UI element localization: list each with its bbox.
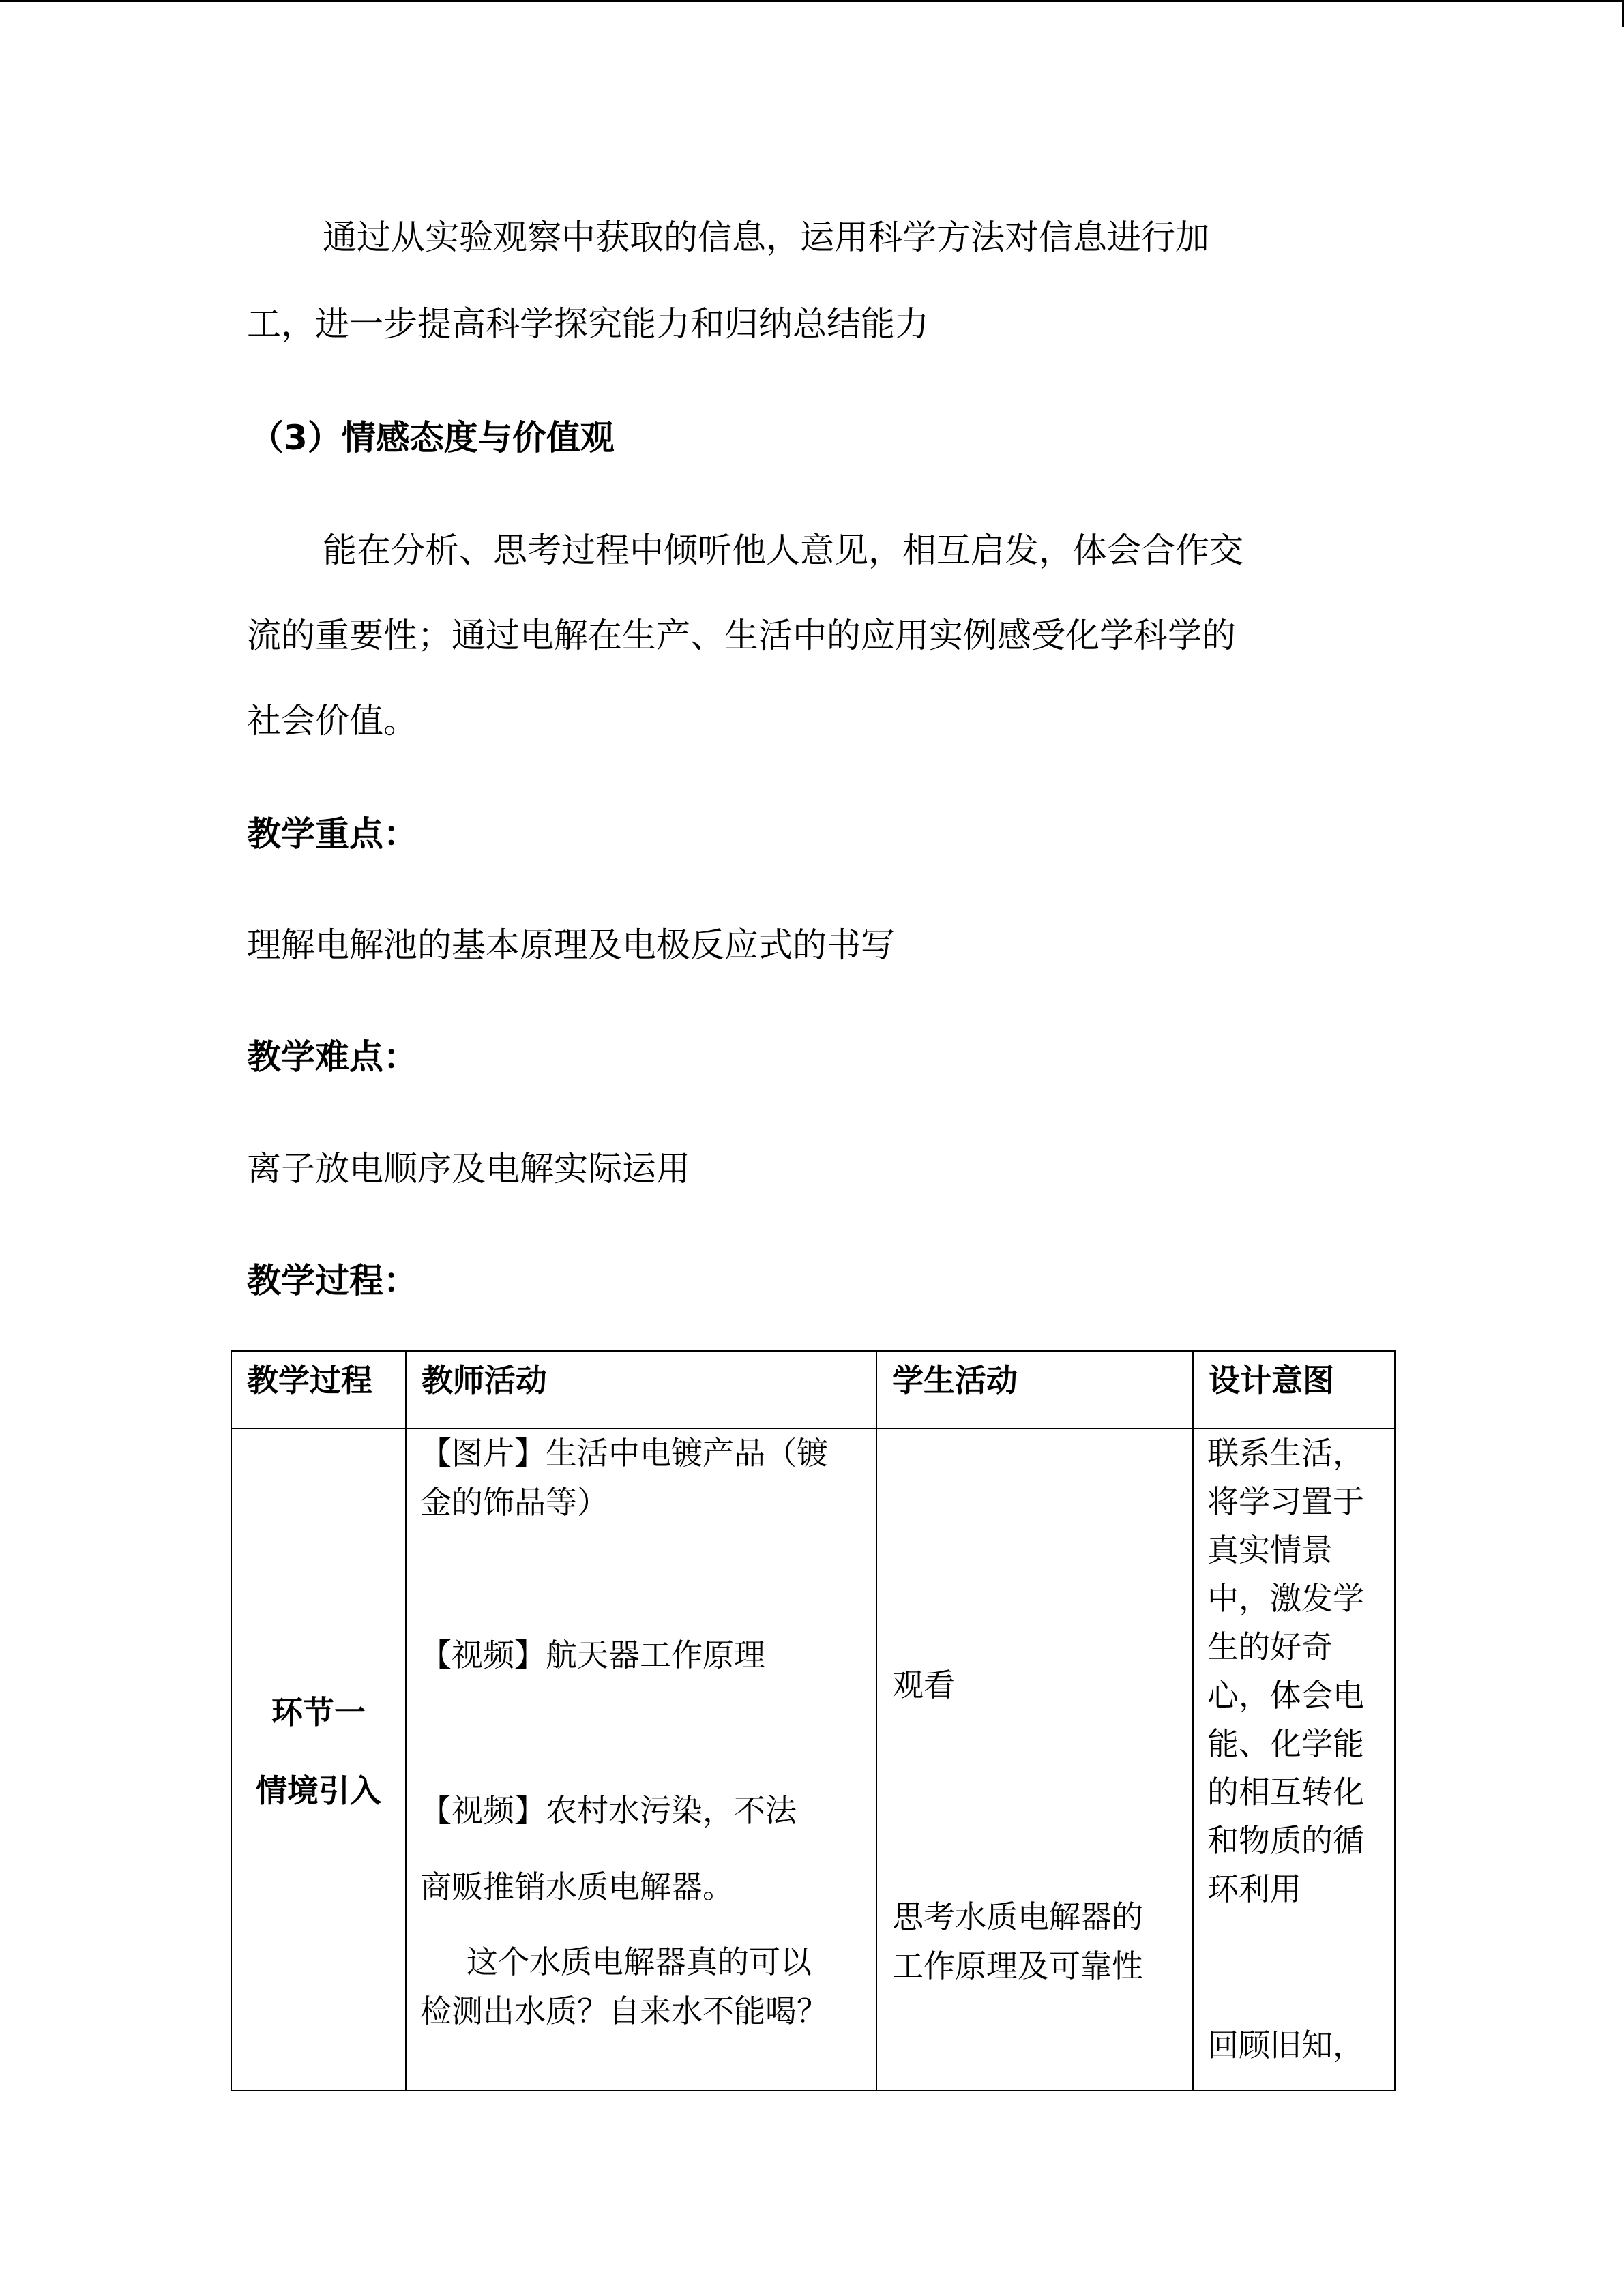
- teaching-process-table: [231, 1350, 1396, 2091]
- key-point-heading: 教学重点：: [247, 814, 417, 854]
- intent-line-6: 心，体会电: [1207, 1677, 1364, 1714]
- paragraph-2-line-1: 能在分析、思考过程中倾听他人意见，相互启发，体会合作交: [323, 531, 1243, 570]
- teacher-line-1: 【图片】生活中电镀产品（镀: [420, 1435, 828, 1472]
- header-cell: [406, 1351, 876, 1429]
- student-activity-cell: [876, 1429, 1193, 2091]
- header-cell: [876, 1351, 1193, 1429]
- header-process: 教学过程: [247, 1362, 372, 1399]
- paragraph-2-line-2: 流的重要性；通过电解在生产、生活中的应用实例感受化学科学的: [247, 616, 1236, 655]
- intent-line-3: 真实情景: [1207, 1532, 1333, 1568]
- intent-line-11: 回顾旧知，: [1207, 2027, 1364, 2063]
- header-teacher: 教师活动: [422, 1362, 547, 1399]
- intent-line-7: 能、化学能: [1207, 1725, 1364, 1762]
- paragraph-1-line-1: 通过从实验观察中获取的信息，运用科学方法对信息进行加: [323, 218, 1209, 257]
- intent-line-2: 将学习置于: [1207, 1483, 1364, 1520]
- student-line-3: 工作原理及可靠性: [892, 1948, 1143, 1984]
- header-student: 学生活动: [892, 1362, 1018, 1399]
- teacher-activity-cell: [406, 1429, 876, 2091]
- student-line-1: 观看: [892, 1667, 955, 1703]
- student-line-2: 思考水质电解器的: [892, 1898, 1143, 1935]
- intent-line-5: 生的好奇: [1207, 1628, 1333, 1665]
- design-intent-cell: [1193, 1429, 1395, 2091]
- table-row: [231, 1429, 1395, 2091]
- teacher-line-7: 检测出水质？自来水不能喝？: [420, 1993, 828, 2029]
- header-intent: 设计意图: [1209, 1362, 1334, 1399]
- teacher-line-5: 商贩推销水质电解器。: [420, 1868, 734, 1905]
- top-border-line: [0, 0, 1624, 2]
- teacher-line-2: 金的饰品等）: [420, 1484, 608, 1521]
- key-point-text: 理解电解池的基本原理及电极反应式的书写: [247, 925, 895, 965]
- intent-line-8: 的相互转化: [1207, 1774, 1364, 1810]
- teacher-line-6: 这个水质电解器真的可以: [467, 1943, 812, 1980]
- stage-label-line-1: 环节一: [271, 1694, 366, 1731]
- difficulty-text: 离子放电顺序及电解实际运用: [247, 1149, 690, 1189]
- stage-label-line-2: 情境引入: [256, 1772, 381, 1809]
- paragraph-1-line-2: 工，进一步提高科学探究能力和归纳总结能力: [247, 304, 929, 344]
- intent-line-10: 环利用: [1207, 1870, 1301, 1907]
- header-cell: [1193, 1351, 1395, 1429]
- intent-line-1: 联系生活，: [1207, 1435, 1364, 1472]
- header-cell: [231, 1351, 406, 1429]
- teacher-line-4: 【视频】农村水污染，不法: [420, 1792, 797, 1829]
- difficulty-heading: 教学难点：: [247, 1037, 417, 1077]
- intent-line-4: 中，激发学: [1207, 1580, 1364, 1617]
- stage-cell: [231, 1429, 406, 2091]
- section-heading-affect: （3）情感态度与价值观: [250, 418, 615, 458]
- paragraph-2-line-3: 社会价值。: [247, 701, 417, 741]
- process-heading: 教学过程：: [247, 1261, 417, 1300]
- intent-line-9: 和物质的循: [1207, 1822, 1364, 1859]
- teacher-line-3: 【视频】航天器工作原理: [420, 1637, 765, 1673]
- table-header-row: [231, 1351, 1395, 1429]
